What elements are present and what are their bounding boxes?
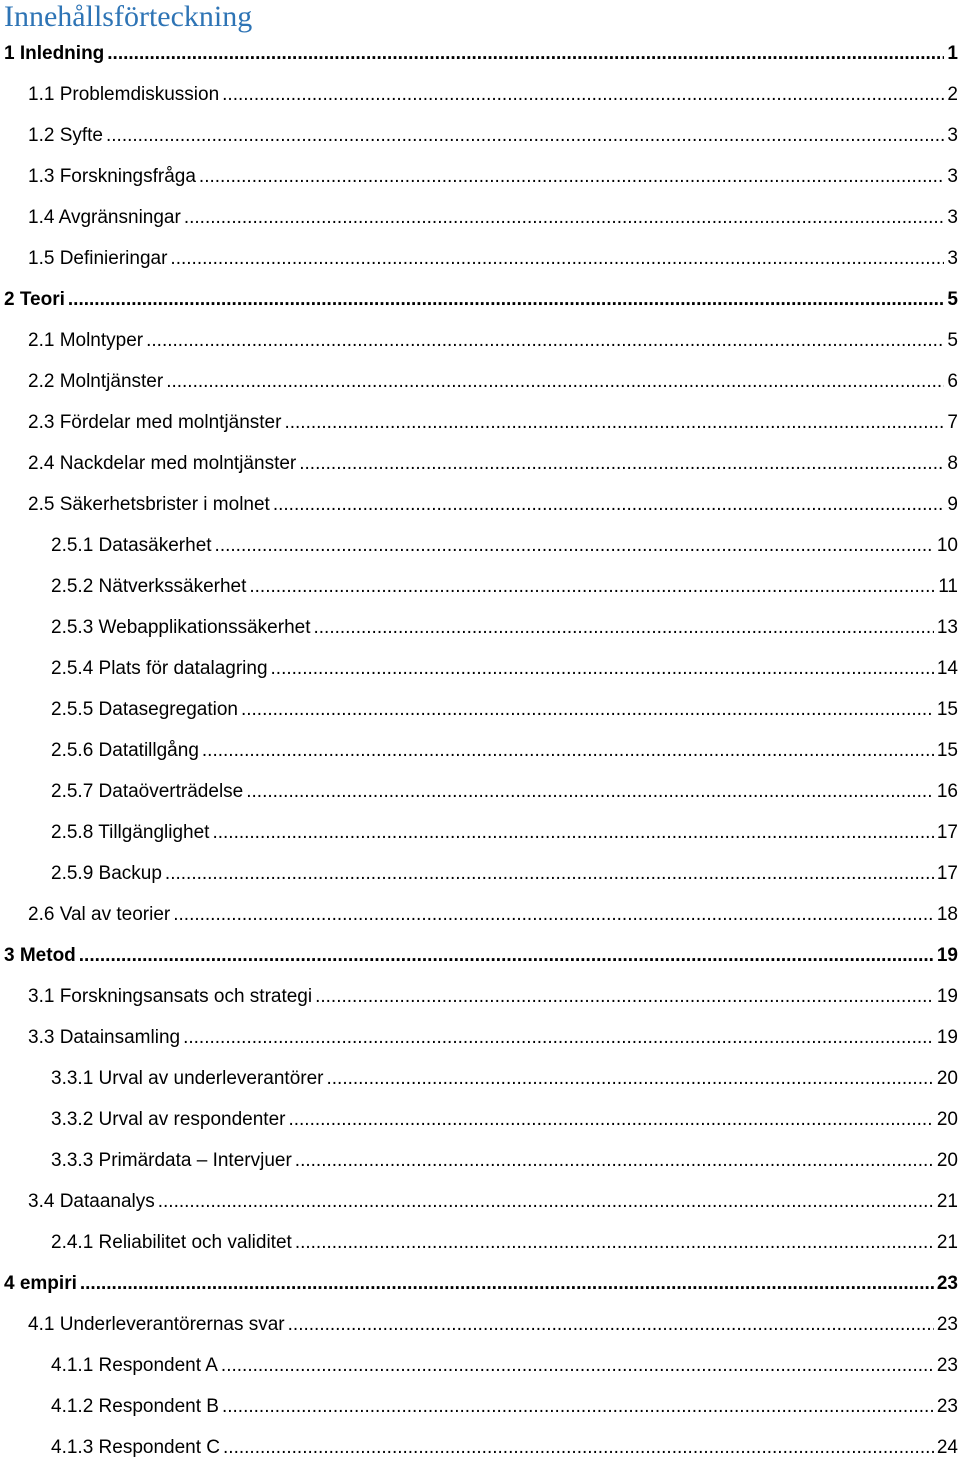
toc-dot-leader bbox=[246, 781, 934, 803]
toc-dot-leader bbox=[221, 1355, 934, 1377]
toc-entry-page-number: 13 bbox=[936, 616, 958, 638]
toc-dot-leader bbox=[288, 1314, 934, 1336]
toc-entry-page-number: 19 bbox=[936, 944, 958, 966]
toc-entry[interactable] bbox=[0, 74, 960, 115]
toc-dot-leader bbox=[271, 658, 934, 680]
toc-entry-page-number: 5 bbox=[947, 329, 958, 351]
toc-entry-label: 2.2 Molntjänster bbox=[28, 370, 164, 392]
toc-entry-page-number: 10 bbox=[936, 534, 958, 556]
toc-entry-page-number: 23 bbox=[936, 1395, 958, 1417]
toc-dot-leader bbox=[173, 904, 934, 926]
toc-entry-label: 2.5.1 Datasäkerhet bbox=[51, 534, 212, 556]
toc-dot-leader bbox=[202, 740, 934, 762]
toc-entry[interactable] bbox=[0, 1099, 960, 1140]
toc-dot-leader bbox=[215, 535, 934, 557]
toc-entry-page-number: 9 bbox=[947, 493, 958, 515]
toc-entry[interactable] bbox=[0, 894, 960, 935]
toc-entry[interactable] bbox=[0, 484, 960, 525]
toc-entry-label: 1.5 Definieringar bbox=[28, 247, 168, 269]
toc-entry-label: 4.1.3 Respondent C bbox=[51, 1436, 221, 1458]
toc-entry-page-number: 23 bbox=[936, 1272, 958, 1294]
toc-entry[interactable] bbox=[0, 361, 960, 402]
toc-entry[interactable] bbox=[0, 33, 960, 74]
toc-dot-leader bbox=[295, 1232, 934, 1254]
toc-entry-page-number: 3 bbox=[947, 247, 958, 269]
toc-entry-page-number: 19 bbox=[936, 985, 958, 1007]
toc-entry-label: 1.1 Problemdiskussion bbox=[28, 83, 220, 105]
toc-entry[interactable] bbox=[0, 1058, 960, 1099]
toc-dot-leader bbox=[165, 863, 934, 885]
toc-entry[interactable] bbox=[0, 320, 960, 361]
toc-entry[interactable] bbox=[0, 771, 960, 812]
toc-dot-leader bbox=[326, 1068, 933, 1090]
toc-list bbox=[0, 33, 960, 1468]
toc-entry-page-number: 20 bbox=[936, 1067, 958, 1089]
toc-dot-leader bbox=[295, 1150, 934, 1172]
toc-entry-label: 3 Metod bbox=[4, 944, 76, 966]
toc-entry-label: 3.3.2 Urval av respondenter bbox=[51, 1108, 286, 1130]
toc-entry[interactable] bbox=[0, 607, 960, 648]
toc-entry-label: 2.5.8 Tillgänglighet bbox=[51, 821, 210, 843]
toc-entry[interactable] bbox=[0, 279, 960, 320]
toc-entry-page-number: 7 bbox=[947, 411, 958, 433]
toc-entry[interactable] bbox=[0, 402, 960, 443]
toc-title: Innehållsförteckning bbox=[4, 0, 253, 33]
toc-dot-leader bbox=[273, 494, 945, 516]
toc-entry-label: 3.1 Forskningsansats och strategi bbox=[28, 985, 313, 1007]
toc-entry-label: 2.5.7 Dataöverträdelse bbox=[51, 780, 244, 802]
toc-dot-leader bbox=[68, 289, 945, 311]
toc-dot-leader bbox=[223, 1437, 934, 1459]
toc-entry-label: 2.1 Molntyper bbox=[28, 329, 144, 351]
toc-entry[interactable] bbox=[0, 689, 960, 730]
toc-entry-page-number: 23 bbox=[936, 1354, 958, 1376]
toc-entry-label: 2.6 Val av teorier bbox=[28, 903, 171, 925]
toc-entry-label: 1.4 Avgränsningar bbox=[28, 206, 181, 228]
toc-dot-leader bbox=[284, 412, 944, 434]
toc-entry-label: 3.3.1 Urval av underleverantörer bbox=[51, 1067, 324, 1089]
toc-entry-page-number: 2 bbox=[947, 83, 958, 105]
toc-entry[interactable] bbox=[0, 1140, 960, 1181]
toc-entry-label: 4 empiri bbox=[4, 1272, 77, 1294]
toc-dot-leader bbox=[315, 986, 934, 1008]
toc-entry[interactable] bbox=[0, 238, 960, 279]
toc-dot-leader bbox=[106, 125, 944, 147]
toc-dot-leader bbox=[158, 1191, 934, 1213]
toc-entry-page-number: 14 bbox=[936, 657, 958, 679]
toc-dot-leader bbox=[222, 1396, 934, 1418]
toc-entry-page-number: 24 bbox=[936, 1436, 958, 1458]
toc-dot-leader bbox=[170, 248, 944, 270]
toc-dot-leader bbox=[166, 371, 944, 393]
toc-entry-page-number: 20 bbox=[936, 1108, 958, 1130]
toc-dot-leader bbox=[183, 1027, 934, 1049]
toc-entry[interactable] bbox=[0, 812, 960, 853]
toc-entry[interactable] bbox=[0, 115, 960, 156]
toc-entry[interactable] bbox=[0, 1017, 960, 1058]
toc-entry[interactable] bbox=[0, 156, 960, 197]
toc-entry-page-number: 8 bbox=[947, 452, 958, 474]
toc-entry-page-number: 3 bbox=[947, 206, 958, 228]
toc-entry-label: 3.3.3 Primärdata – Intervjuer bbox=[51, 1149, 292, 1171]
toc-entry[interactable] bbox=[0, 525, 960, 566]
toc-entry[interactable] bbox=[0, 1263, 960, 1304]
toc-entry[interactable] bbox=[0, 935, 960, 976]
toc-entry[interactable] bbox=[0, 566, 960, 607]
toc-entry-page-number: 1 bbox=[947, 42, 958, 64]
toc-entry-page-number: 15 bbox=[936, 698, 958, 720]
toc-dot-leader bbox=[80, 1273, 934, 1295]
toc-entry-label: 2.5.4 Plats för datalagring bbox=[51, 657, 268, 679]
toc-entry-page-number: 16 bbox=[936, 780, 958, 802]
toc-entry-label: 2.4.1 Reliabilitet och validitet bbox=[51, 1231, 292, 1253]
toc-entry-label: 4.1 Underleverantörernas svar bbox=[28, 1313, 285, 1335]
toc-dot-leader bbox=[222, 84, 944, 106]
toc-entry-page-number: 21 bbox=[936, 1190, 958, 1212]
toc-entry[interactable] bbox=[0, 648, 960, 689]
toc-dot-leader bbox=[249, 576, 935, 598]
toc-entry-label: 3.3 Datainsamling bbox=[28, 1026, 181, 1048]
toc-entry-page-number: 17 bbox=[936, 821, 958, 843]
toc-entry[interactable] bbox=[0, 853, 960, 894]
toc-dot-leader bbox=[199, 166, 945, 188]
toc-entry-label: 1 Inledning bbox=[4, 42, 105, 64]
toc-entry-page-number: 3 bbox=[947, 165, 958, 187]
toc-entry-label: 2.5.3 Webapplikationssäkerhet bbox=[51, 616, 311, 638]
toc-entry-page-number: 11 bbox=[938, 575, 958, 597]
toc-dot-leader bbox=[146, 330, 944, 352]
toc-dot-leader bbox=[212, 822, 933, 844]
toc-entry[interactable] bbox=[0, 1304, 960, 1345]
toc-entry-label: 2.5.5 Datasegregation bbox=[51, 698, 238, 720]
toc-dot-leader bbox=[299, 453, 944, 475]
toc-entry-page-number: 19 bbox=[936, 1026, 958, 1048]
toc-entry-label: 2.5.9 Backup bbox=[51, 862, 162, 884]
toc-dot-leader bbox=[288, 1109, 933, 1131]
toc-entry-page-number: 15 bbox=[936, 739, 958, 761]
toc-dot-leader bbox=[184, 207, 945, 229]
toc-entry-page-number: 6 bbox=[947, 370, 958, 392]
toc-entry[interactable] bbox=[0, 197, 960, 238]
toc-entry-label: 2.5 Säkerhetsbrister i molnet bbox=[28, 493, 270, 515]
toc-entry-page-number: 5 bbox=[947, 288, 958, 310]
toc-entry-label: 2.5.2 Nätverkssäkerhet bbox=[51, 575, 247, 597]
toc-entry-label: 1.2 Syfte bbox=[28, 124, 103, 146]
toc-entry[interactable] bbox=[0, 443, 960, 484]
toc-entry[interactable] bbox=[0, 1345, 960, 1386]
toc-entry-label: 2.3 Fördelar med molntjänster bbox=[28, 411, 282, 433]
toc-entry-label: 2.4 Nackdelar med molntjänster bbox=[28, 452, 297, 474]
toc-entry-label: 4.1.2 Respondent B bbox=[51, 1395, 219, 1417]
toc-entry-page-number: 17 bbox=[936, 862, 958, 884]
toc-entry-page-number: 3 bbox=[947, 124, 958, 146]
toc-entry-label: 2.5.6 Datatillgång bbox=[51, 739, 199, 761]
toc-entry[interactable] bbox=[0, 1222, 960, 1263]
toc-entry-page-number: 20 bbox=[936, 1149, 958, 1171]
toc-dot-leader bbox=[79, 945, 934, 967]
toc-entry-page-number: 23 bbox=[936, 1313, 958, 1335]
toc-entry-page-number: 21 bbox=[936, 1231, 958, 1253]
toc-entry[interactable] bbox=[0, 730, 960, 771]
toc-dot-leader bbox=[107, 43, 944, 65]
toc-entry-label: 2 Teori bbox=[4, 288, 65, 310]
toc-dot-leader bbox=[313, 617, 933, 639]
toc-entry-label: 4.1.1 Respondent A bbox=[51, 1354, 218, 1376]
toc-entry[interactable] bbox=[0, 1181, 960, 1222]
toc-entry-page-number: 18 bbox=[936, 903, 958, 925]
toc-entry-label: 3.4 Dataanalys bbox=[28, 1190, 155, 1212]
toc-entry[interactable] bbox=[0, 1386, 960, 1427]
toc-entry[interactable] bbox=[0, 976, 960, 1017]
toc-entry-label: 1.3 Forskningsfråga bbox=[28, 165, 196, 187]
toc-dot-leader bbox=[241, 699, 934, 721]
